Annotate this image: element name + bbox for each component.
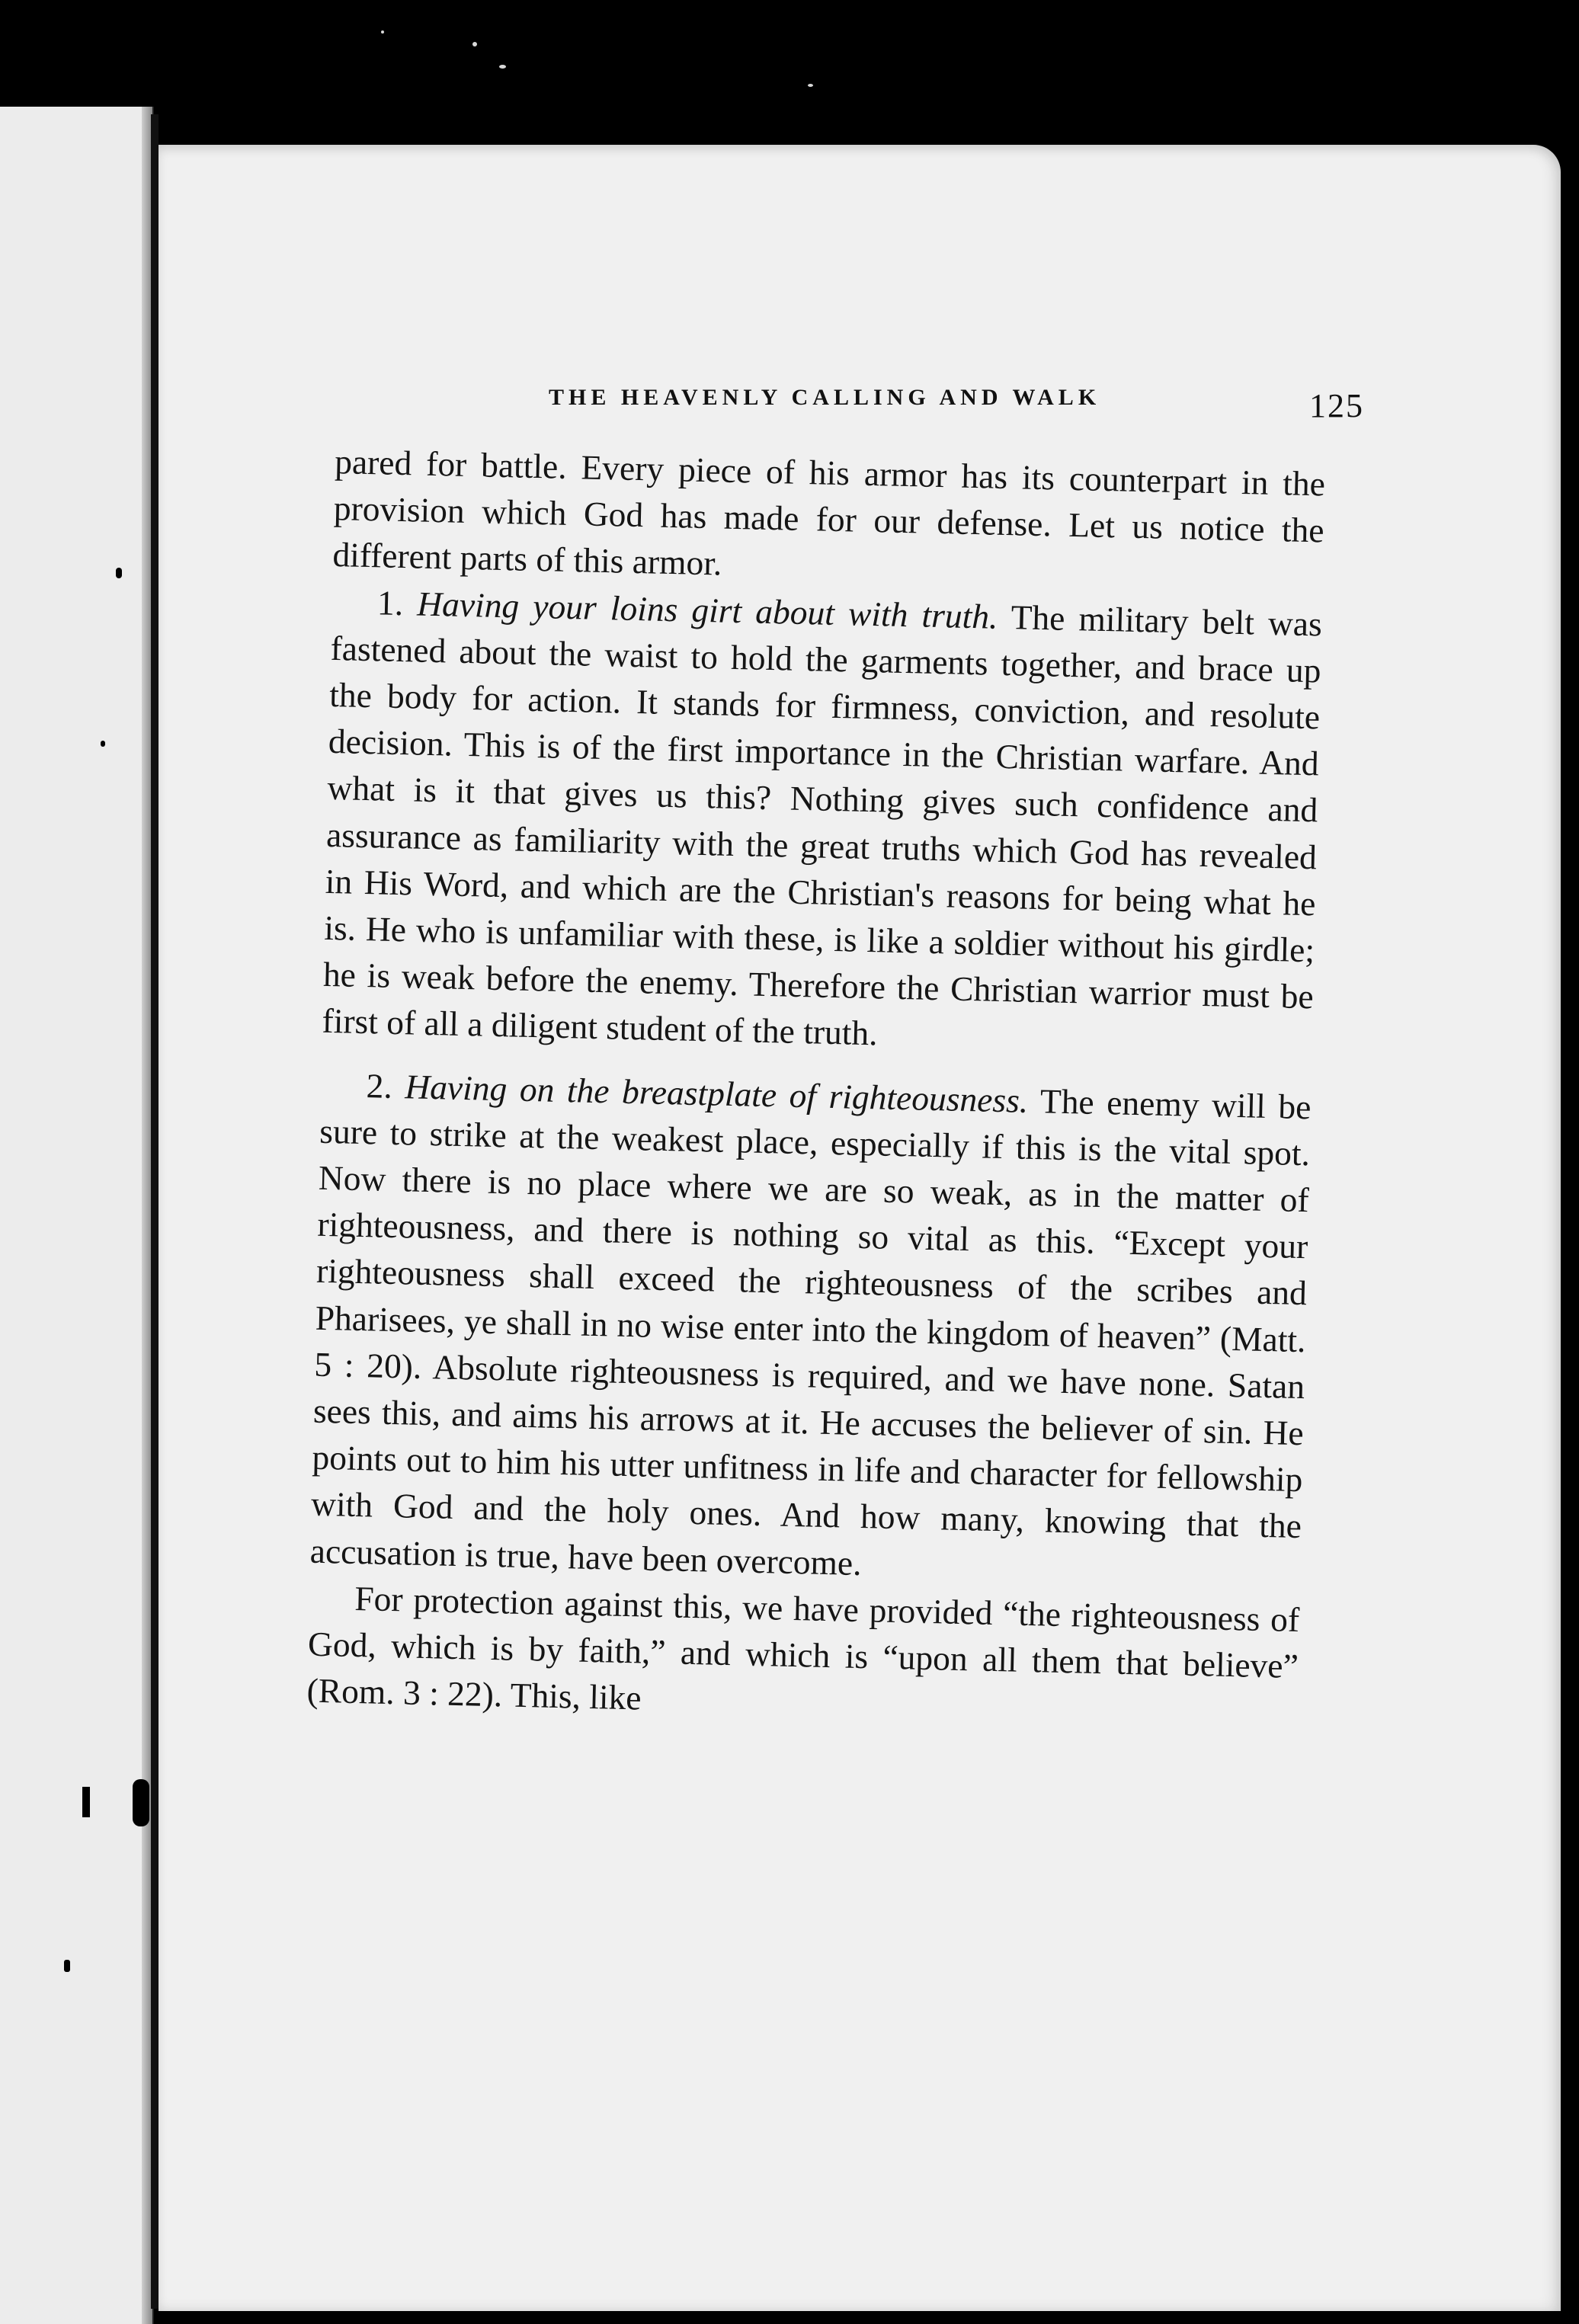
- item-heading: Having your loins girt about with truth.: [416, 584, 999, 636]
- page-header: [549, 385, 1402, 438]
- item-number: 1.: [376, 582, 404, 623]
- margin-mark: [82, 1787, 90, 1817]
- margin-mark: [101, 741, 105, 747]
- scan-speck: [381, 30, 384, 34]
- previous-page-edge: [0, 107, 154, 2324]
- scan-speck: [808, 84, 813, 87]
- item-heading: Having on the breastplate of righteousness.: [404, 1066, 1029, 1120]
- paragraph-girdle-of-truth: [322, 578, 1323, 1067]
- paragraph-breastplate: [309, 1061, 1312, 1596]
- body-text: [306, 438, 1326, 1737]
- item-text: The military belt was fastened about the waist to hold the garments together, and brace up the body for action. It stands for firmness, conviction, and resolute decision. This is of the first importance in the Christian warfare. And what is it that gives us this? Nothing gives such confidence and assurance as familiarity with the great truths which God has revealed in His Word, and which are the Christian's reasons for being what he is. He who is unfamiliar with these, is like a soldier without his girdle; he is weak before the enemy. Therefore the Christian warrior must be first of all a diligent student of the truth.: [322, 597, 1323, 1053]
- scan-speck: [499, 65, 506, 69]
- item-number: 2.: [366, 1065, 393, 1106]
- paragraph-continuation: pared for battle. Every piece of his armor has its counterpart in the provision which God has made for our defense. Let us notice the different parts of this armor.: [331, 441, 1326, 583]
- margin-mark: [133, 1779, 149, 1826]
- binding-line: [151, 114, 159, 2309]
- margin-mark: [116, 568, 122, 578]
- margin-mark: [64, 1960, 70, 1972]
- page-number: 125: [1309, 387, 1364, 424]
- running-head: THE HEAVENLY CALLING AND WALK: [549, 385, 1101, 410]
- scan-speck: [472, 42, 477, 46]
- item-text: The enemy will be sure to strike at the weakest place, especially if this is the vital spot. Now there is no place where we are so weak, as in the matter of righteousness, and there is nothing so vital as this. “Except your righteousness shall exceed the righteousness of the scribes and Pharisees, ye shall in no wise enter into the kingdom of heaven” (Matt. 5 : 20). Absolute righteousness is required, and we have none. Satan sees this, and aims his arrows at it. He accuses the believer of sin. He points out to him his utter unfitness in life and character for fellowship with God and the holy ones. And how many, knowing that the accusation is true, have been overcome.: [309, 1080, 1312, 1583]
- paragraph-protection: For protection against this, we have provided “the righteousness of God, which is by faith,” and which is “upon all them that believe” (Rom. 3 : 22). This, like: [306, 1578, 1300, 1717]
